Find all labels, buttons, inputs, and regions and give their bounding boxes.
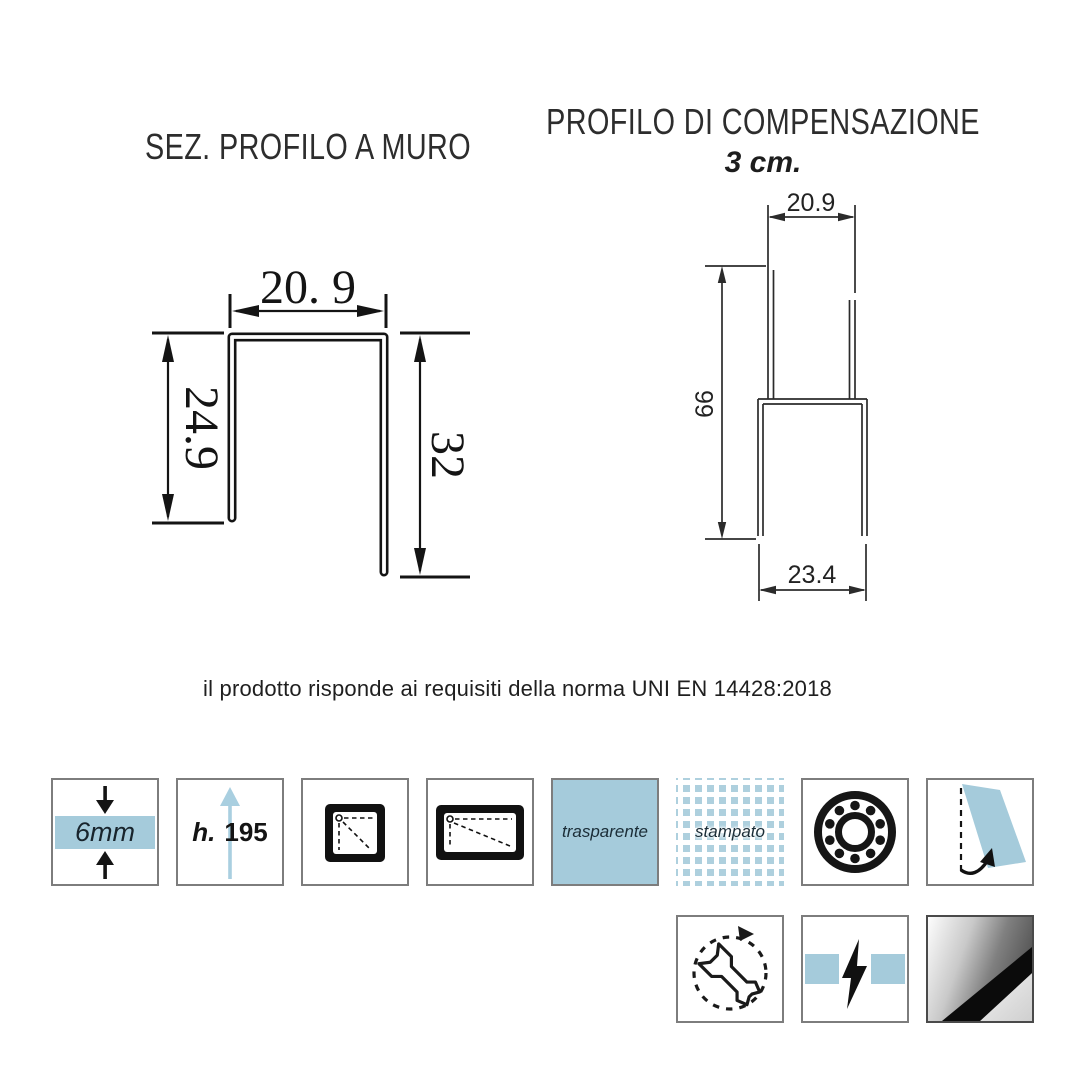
wall-profile-drawing bbox=[140, 250, 485, 610]
h-profile-outline bbox=[758, 270, 867, 536]
arrowhead-icon bbox=[232, 305, 259, 317]
badge-ball-bearings bbox=[801, 778, 909, 886]
arrowhead-icon bbox=[162, 335, 174, 362]
badge-square-enclosure bbox=[301, 778, 409, 886]
glass-thickness-label: 6mm bbox=[75, 817, 135, 847]
lightning-panels-icon bbox=[803, 917, 907, 1021]
compliance-note: il prodotto risponde ai requisiti della norma UNI EN 14428:2018 bbox=[203, 676, 832, 701]
badge-printed-glass bbox=[676, 778, 784, 886]
badge-glass-thickness bbox=[51, 778, 159, 886]
chrome-sample-icon bbox=[928, 917, 1032, 1021]
arrowhead-icon bbox=[759, 586, 776, 594]
badge-height bbox=[176, 778, 284, 886]
arrowhead-icon bbox=[414, 335, 426, 362]
arrowhead-icon bbox=[357, 305, 384, 317]
right-section-title: PROFILO DI COMPENSAZIONE bbox=[546, 101, 980, 142]
wrench-rotation-icon bbox=[678, 917, 782, 1021]
left-section-title: SEZ. PROFILO A MURO bbox=[144, 126, 472, 167]
pivot-door-icon bbox=[928, 780, 1032, 884]
left-dimension bbox=[691, 266, 766, 539]
right-dimension bbox=[400, 333, 474, 577]
badge-quick-release bbox=[801, 915, 909, 1023]
profile-wall bbox=[232, 337, 384, 572]
square-tray-icon bbox=[303, 780, 407, 884]
arrowhead-icon bbox=[849, 586, 866, 594]
dim-top-width: 20. 9 bbox=[260, 261, 356, 314]
arrowhead-icon bbox=[768, 213, 785, 221]
u-profile-outline bbox=[232, 337, 384, 572]
compensation-profile-drawing bbox=[685, 185, 925, 615]
badge-transparent-glass bbox=[551, 778, 659, 886]
badge-reversible-pivot-door bbox=[926, 778, 1034, 886]
height-label bbox=[178, 780, 282, 884]
transparent-glass-label: trasparente bbox=[562, 822, 648, 841]
dim-left-height: 24.9 bbox=[175, 386, 228, 470]
dim-bottom-width: 23.4 bbox=[787, 561, 837, 589]
door-panel bbox=[962, 784, 1026, 868]
arrowhead-icon bbox=[718, 522, 726, 539]
dim-top-width: 20.9 bbox=[786, 189, 836, 217]
right-section-subtitle: 3 cm. bbox=[724, 146, 802, 179]
printed-glass-label: stampato bbox=[695, 822, 765, 841]
dim-right-height: 32 bbox=[421, 431, 474, 479]
height-prefix: h. bbox=[192, 816, 216, 847]
arrowhead-icon bbox=[718, 266, 726, 283]
lightning-bolt-icon bbox=[842, 939, 867, 1009]
arrowhead-icon bbox=[414, 548, 426, 575]
badge-easy-installation bbox=[676, 915, 784, 1023]
badge-rectangular-enclosure bbox=[426, 778, 534, 886]
rotation-arrowhead-icon bbox=[738, 926, 754, 941]
arrowhead-icon bbox=[838, 213, 855, 221]
profile-wall-core bbox=[232, 337, 384, 572]
height-value: 195 bbox=[224, 816, 268, 847]
arrowhead-icon bbox=[162, 494, 174, 521]
bottom-dimension bbox=[759, 544, 866, 601]
left-dimension bbox=[152, 333, 228, 523]
top-dimension bbox=[768, 189, 855, 399]
top-dimension bbox=[230, 261, 386, 328]
badge-chrome-finish bbox=[926, 915, 1034, 1023]
ball-bearing-icon bbox=[803, 780, 907, 884]
dim-overall-height: 66 bbox=[691, 390, 719, 418]
rectangular-tray-icon bbox=[428, 780, 532, 884]
